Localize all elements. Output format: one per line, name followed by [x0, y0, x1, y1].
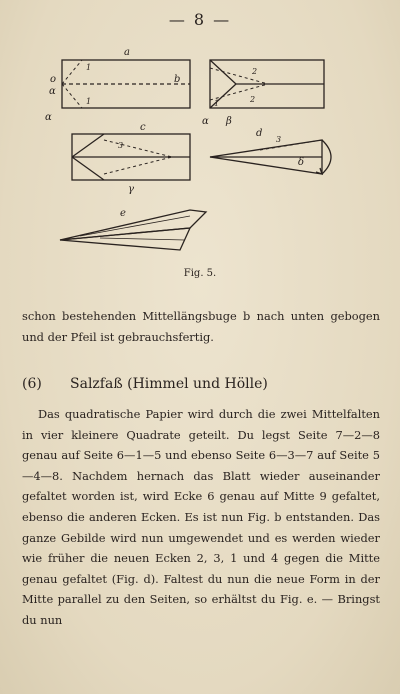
- section-number: (6): [22, 376, 42, 392]
- label-d: d: [256, 128, 263, 139]
- label-delta: δ: [298, 157, 305, 168]
- diagram-a: [45, 47, 190, 123]
- label-o: o: [50, 74, 57, 85]
- paragraph-continued: schon bestehenden Mittellängsbuge b nach unten gebogen und der Pfeil ist gebrauchsfertig.: [22, 309, 380, 344]
- label-3-d-top: 3: [276, 135, 282, 144]
- label-alpha-3: α: [202, 116, 209, 127]
- label-1-top: 1: [86, 63, 92, 72]
- diagram-c: [72, 122, 190, 195]
- section-paragraph: [22, 404, 380, 631]
- figure-caption: Fig. 5.: [183, 268, 217, 279]
- section-heading: [22, 376, 380, 392]
- label-1-bottom: 1: [86, 97, 92, 106]
- label-e: e: [120, 208, 126, 219]
- label-b: b: [174, 74, 181, 85]
- section-paragraph-text: Das quadratische Papier wird durch die zwei Mittelfalten in vier kleinere Quadrate geteilt. Du legst Seite 7—2—8 genau auf Seite 6—1—5 und ebenso Seite 6—3—7 auf Seite 5—4—8. Nachdem hernach das Blatt wieder auseinander gefaltet worden ist, wird Ecke 6 genau auf Mitte 9 gefaltet, ebenso die anderen Ecken. Es ist nun Fig. b entstanden. Das ganze Gebilde wird nun umgewendet und es werden wieder wie früher die neuen Ecken 2, 3, 1 und 4 gegen die Mitte genau gefaltet (Fig. d). Faltest du nun die neue Form in der Mitte parallel zu den Seiten, so erhältst du Fig. e. — Bringst du nun: [22, 407, 380, 627]
- label-2-top: 2: [252, 67, 258, 76]
- label-alpha-1: α: [49, 86, 56, 97]
- label-3-c: 3: [118, 141, 124, 150]
- label-alpha-2: α: [45, 112, 52, 123]
- label-a: a: [124, 47, 130, 58]
- diagram-e-finished-airplane: [60, 208, 206, 250]
- label-gamma: γ: [128, 184, 134, 195]
- label-2-bottom: 2: [250, 95, 256, 104]
- paper-airplane-diagram: [40, 40, 360, 270]
- label-1-b: 1: [214, 99, 220, 108]
- folding-figure: [40, 40, 360, 270]
- label-beta: β: [226, 116, 232, 127]
- label-c: c: [140, 122, 146, 133]
- diagram-b: [202, 60, 324, 127]
- diagram-d: [210, 128, 331, 174]
- page-number: — 8 —: [168, 10, 232, 29]
- section-title: Salzfaß (Himmel und Hölle): [70, 376, 268, 392]
